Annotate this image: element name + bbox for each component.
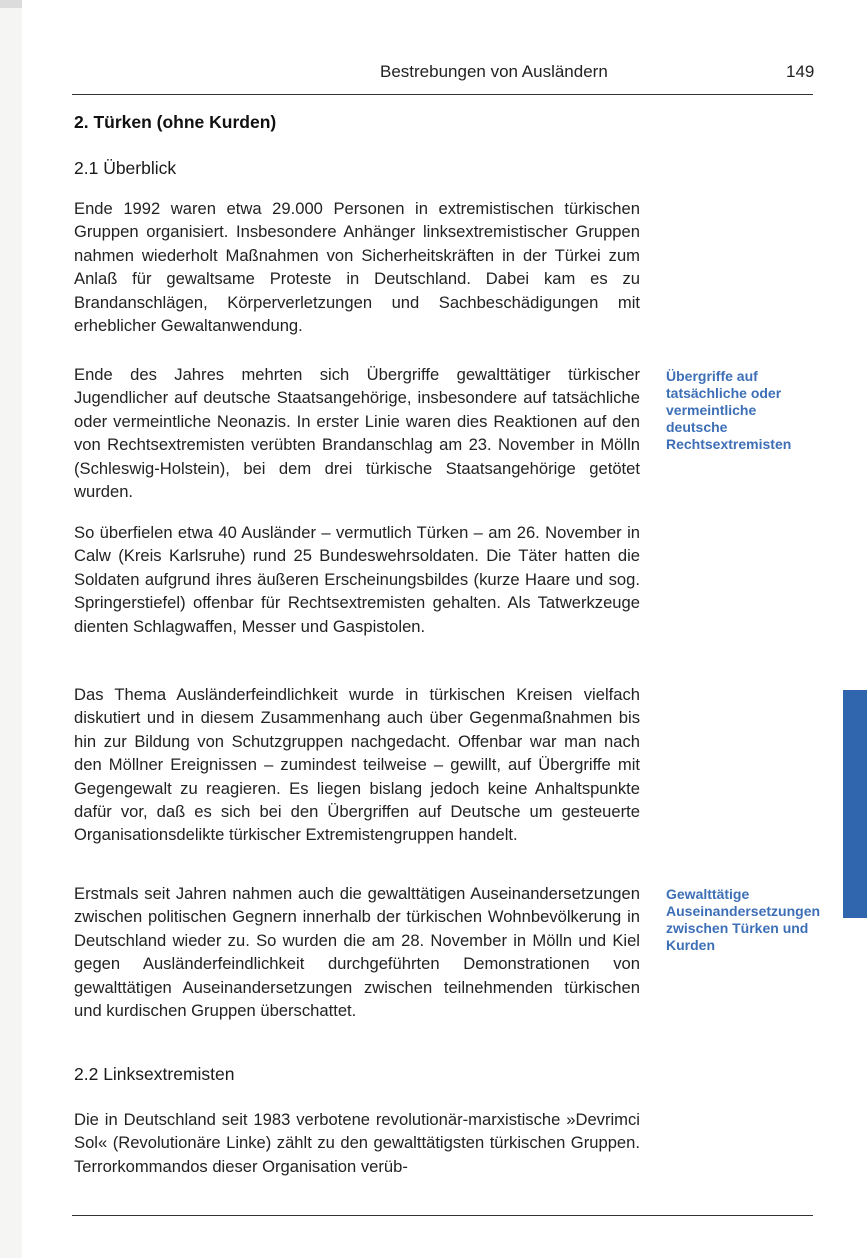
paragraph: Ende des Jahres mehrten sich Übergriffe gewalttätiger türkischer Jugendlicher auf deutsche Staatsangehörige, insbesondere auf tatsächliche oder vermeintliche Neonazis. In erster Linie waren dies Reaktionen auf den von Rechtsextremisten verübten Brandanschlag am 23. November in Mölln (Schleswig-Holstein), bei dem drei türkische Staatsangehörige getötet wurden.	[74, 365, 640, 502]
margin-note: Übergriffe auf tatsächliche oder vermeintliche deutsche Rechtsextremisten	[666, 368, 792, 452]
header-rule	[72, 94, 813, 95]
paragraph: Die in Deutschland seit 1983 verbotene revolutionär-marxistische »Devrimci Sol« (Revolutionäre Linke) zählt zu den gewalttätigsten türkischen Gruppen. Terrorkommandos dieser Organisation verüb-	[74, 1110, 640, 1176]
paragraph: Das Thema Ausländerfeindlichkeit wurde in türkischen Kreisen vielfach diskutiert und in diesem Zusammenhang auch über Gegenmaßnahmen bis hin zur Bildung von Schutzgruppen nachgedacht. Offenbar war man nach den Möllner Ereignissen – zumindest teilweise – gewillt, auf Übergriffe mit Gegengewalt zu reagieren. Es liegen bislang jedoch keine Anhaltspunkte dafür vor, daß es sich bei den Übergriffen auf Deutsche um gesteuerte Organisationsdelikte türkischer Extremistengruppen handelt.	[74, 685, 640, 845]
subsection-heading-overview: 2.1 Überblick	[74, 158, 177, 178]
footer-rule	[72, 1215, 813, 1216]
paragraph: Erstmals seit Jahren nahmen auch die gewalttätigen Auseinandersetzungen zwischen politischen Gegnern innerhalb der türkischen Wohnbevölkerung in Deutschland wieder zu. So wurden die am 28. November in Mölln und Kiel gegen Ausländerfeindlichkeit durchgeführten Demonstrationen von gewalttätigen Auseinandersetzungen zwischen teilnehmenden türkischen und kurdischen Gruppen überschattet.	[74, 884, 640, 1021]
running-title: Bestrebungen von Ausländern	[380, 62, 608, 81]
page-number: 149	[786, 62, 815, 81]
chapter-tab-marker	[843, 690, 867, 918]
paragraph: Ende 1992 waren etwa 29.000 Personen in extremistischen türkischen Gruppen organisiert. Insbesondere Anhänger linksextremistischer Gruppen nahmen wiederholt Maßnahmen von Sicherheitskräften in der Türkei zum Anlaß für gewaltsame Proteste in Deutschland. Dabei kam es zu Brandanschlägen, Körperverletzungen und Sachbeschädigungen mit erheblicher Gewaltanwendung.	[74, 199, 640, 336]
paragraph: So überfielen etwa 40 Ausländer – vermutlich Türken – am 26. November in Calw (Kreis Karlsruhe) rund 25 Bundeswehrsoldaten. Die Täter hatten die Soldaten aufgrund ihres äußeren Erscheinungsbildes (kurze Haare und sog. Springerstiefel) offenbar für Rechtsextremisten gehalten. Als Tatwerkzeuge dienten Schlagwaffen, Messer und Gaspistolen.	[74, 523, 640, 636]
section-heading: 2. Türken (ohne Kurden)	[74, 112, 277, 132]
margin-note: Gewalttätige Auseinandersetzungen zwischen Türken und Kurden	[666, 886, 821, 953]
subsection-heading-left-extremists: 2.2 Linksextremisten	[74, 1064, 235, 1084]
